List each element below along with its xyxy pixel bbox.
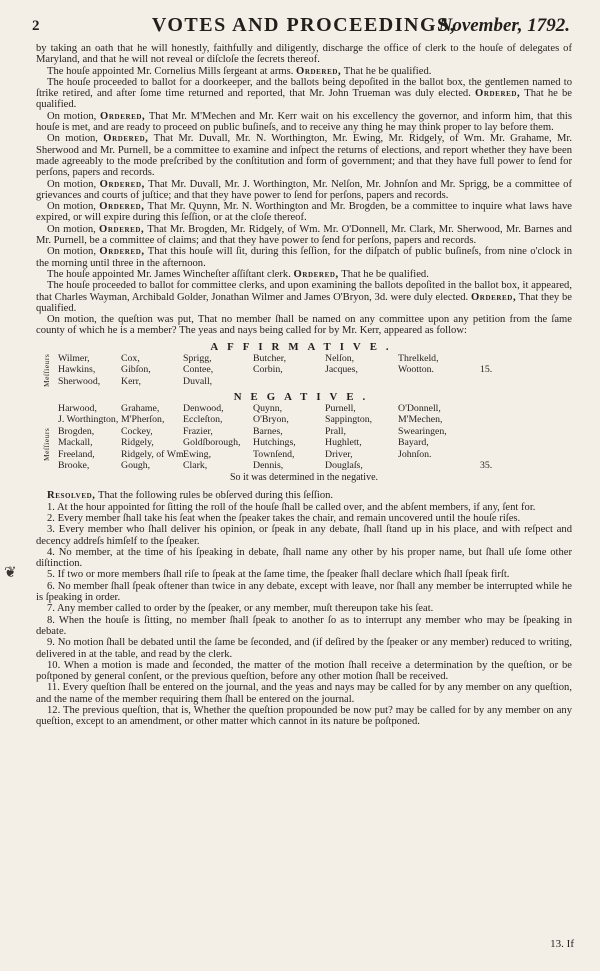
running-title: VOTES AND PROCEEDINGS,	[151, 14, 457, 36]
catchword: 13. If	[550, 938, 574, 950]
rule-item: 8. When the houſe is ſitting, no member ſhall ſpeak to another ſo as to interrupt any member who may be ſpeaking in debate.	[36, 614, 572, 637]
messieurs-label: Meſſieurs	[42, 427, 51, 461]
messieurs-label: Meſſieurs	[42, 353, 51, 387]
rule-item: 4. No member, at the time of his ſpeaking in debate, ſhall name any other by his proper name, but ſhall uſe ſome other diſtinction.	[36, 546, 572, 570]
affirmative-heading: AFFIRMATIVE.	[210, 340, 398, 353]
vote-conclusion: So it was determined in the negative.	[229, 472, 379, 484]
paragraph: by taking an oath that he will honestly, faithfully and diligently, discharge the office of clerk to the houſe of delegates of Maryland, and that he will not reveal or diſcloſe the ſecrets thereof.	[36, 43, 572, 66]
paragraph: On motion, Ordered, That Mr. Quynn, Mr. N. Worthington and Mr. Brogden, be a committee to inquire what laws have expired, or will expire during this ſeſſion, or at the cloſe thereof.	[36, 201, 572, 224]
paragraph: The houſe proceeded to ballot for a doorkeeper, and the ballots being depoſited in the ballot box, the gentlemen named to ſtrike retired, and after ſome time returned and reported, that Mr. John Trueman was duly elected. Ordered, That he be qualified.	[36, 76, 572, 111]
running-header	[32, 14, 572, 41]
vote-row: Wilmer, Cox, Sprigg, Butcher, Nelſon, Threlkeld,	[58, 352, 439, 364]
fleuron-ornament-icon: ❦	[4, 565, 17, 581]
affirmative-list	[42, 352, 572, 387]
vote-row: Harwood, Grahame, Denwood, Quynn, Purnell, O'Donnell,	[58, 402, 441, 414]
negative-total: 35.	[480, 459, 493, 471]
rules-section	[36, 490, 572, 727]
rule-item: 3. Every member who ſhall deliver his opinion, or ſpeak in any debate, ſhall ſtand up in his place, and with reſpect and decency addreſs himſelf to the ſpeaker.	[36, 524, 572, 547]
vote-row: Freeland, Ridgely, of Wm. Ewing, Townſend, Driver, Johnſon.	[58, 448, 432, 460]
paragraph: The houſe appointed Mr. Cornelius Mills ſergeant at arms. Ordered, That he be qualified.	[47, 65, 432, 77]
page-number: 2	[32, 18, 40, 34]
paragraph: The houſe proceeded to ballot for committee clerks, and upon examining the ballots depoſited in the ballot box, it appeared, that Charles Wayman, Archibald Golder, Jonathan Wilmer and James O'Bryon, 3d. were duly elected. Ordered, That they be qualified.	[36, 280, 572, 314]
paragraph: On motion, the queſtion was put, That no member ſhall be named on any committee upon any petition from the ſame county of which he is a member? The yeas and nays being called for by Mr. Kerr, appeared as follow:	[36, 314, 572, 337]
vote-row: Hawkins, Gibſon, Contee, Corbin, Jacques, Wootton. 15.	[58, 364, 572, 375]
paragraph: The houſe appointed Mr. James Wincheſter aſſiſtant clerk. Ordered, That he be qualified.	[47, 268, 429, 280]
affirmative-total: 15.	[480, 364, 493, 376]
paragraph: On motion, Ordered, That Mr. M'Mechen and Mr. Kerr wait on his excellency the governor, and inform him, that this houſe is met, and are ready to proceed on public buſineſs, and to receive any thing he may think proper to lay before them.	[36, 110, 572, 134]
paragraph: On motion, Ordered, That Mr. Duvall, Mr. N. Worthington, Mr. Ewing, Mr. Ridgely, of Wm. Mr. Grahame, Mr. Sherwood and Mr. Purnell, be a committee to examine and inſpect the returns of elections, and report whether they have been made agreeably to the mode preſcribed by the conſtitution and form of government; and that they have full power to ſend for perſons, papers and records.	[36, 133, 572, 179]
paragraph: On motion, Ordered, That Mr. Duvall, Mr. J. Worthington, Mr. Nelſon, Mr. Johnſon and Mr. Sprigg, be a committee of grievances and courts of juſtice; and that they have power to ſend for perſons, papers and records.	[36, 178, 572, 201]
proceedings-body	[36, 43, 572, 337]
vote-row: Brogden, Cockey, Frazier, Barnes, Prall, Swearingen,	[58, 425, 447, 437]
vote-row: J. Worthington, M'Pherſon, Eccleſton, O'Bryon, Sappington, M'Mechen,	[58, 414, 443, 426]
vote-row: Brooke, Gough, Clark, Dennis, Douglaſs, 35.	[58, 460, 572, 471]
rule-item: 7. Any member called to order by the ſpeaker, or any member, muſt thereupon take his ſeat.	[47, 603, 434, 615]
vote-row: Sherwood, Kerr, Duvall,	[58, 375, 213, 387]
header-date: November, 1792.	[438, 15, 570, 36]
rule-item: 2. Every member ſhall take his ſeat when the ſpeaker takes the chair, and remain uncovered until the houſe riſes.	[47, 512, 521, 524]
rule-item: 12. The previous queſtion, that is, Whether the queſtion propounded be now put? may be called for by any member on any queſtion, except to an amendment, or other matter which cannot in its nature be poſtponed.	[36, 705, 572, 728]
rule-item: 11. Every queſtion ſhall be entered on the journal, and the yeas and nays may be called for by any member on any queſtion, and the name of the member requiring them ſhall be entered on the journal.	[36, 682, 572, 705]
paragraph: On motion, Ordered, That this houſe will ſit, during this ſeſſion, for the diſpatch of public buſineſs, from nine o'clock in the morning until three in the afternoon.	[36, 246, 572, 269]
negative-list	[42, 402, 572, 471]
vote-row: Mackall, Ridgely, Goldſborough, Hutchings, Hughlett, Bayard,	[58, 437, 429, 449]
rule-item: 10. When a motion is made and ſeconded, the matter of the motion ſhall receive a determination by the queſtion, or be poſtponed by general conſent, or the previous queſtion, before any other motion ſhall be received.	[36, 659, 572, 683]
rule-item: 5. If two or more members ſhall riſe to ſpeak at the ſame time, the ſpeaker ſhall declare which ſhall ſpeak firſt.	[47, 569, 510, 581]
paragraph: On motion, Ordered, That Mr. Brogden, Mr. Ridgely, of Wm. Mr. O'Donnell, Mr. Clark, Mr. Sherwood, Mr. Barnes and Mr. Purnell, be a committee of claims; and that they have power to ſend for perſons, papers and records.	[36, 223, 572, 247]
rule-item: 1. At the hour appointed for ſitting the roll of the houſe ſhall be called over, and the abſent members, if any, ſent for.	[47, 501, 536, 513]
resolution: Resolved, That the following rules be obſerved during this ſeſſion.	[47, 490, 334, 502]
negative-heading: NEGATIVE.	[233, 390, 375, 403]
rule-item: 9. No motion ſhall be debated until the ſame be ſeconded, and (if deſired by the ſpeaker or any member) reduced to writing, delivered in at the table, and read by the clerk.	[36, 637, 572, 660]
rule-item: 6. No member ſhall ſpeak oftener than twice in any debate, except with leave, nor ſhall any member be interrupted while he is ſpeaking in order.	[36, 580, 572, 604]
